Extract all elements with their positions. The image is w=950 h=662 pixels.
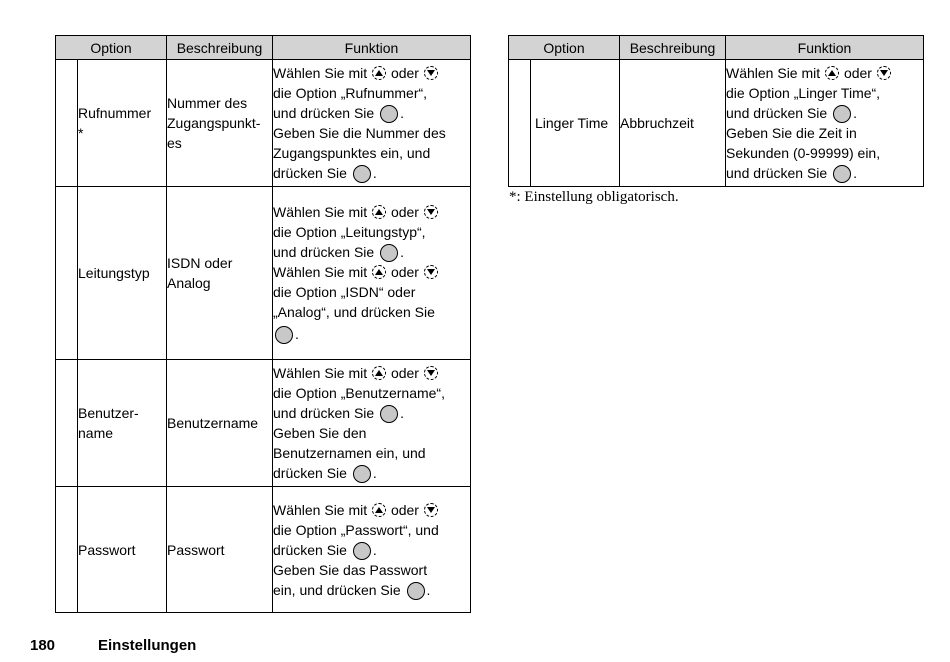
ok-button-icon [380,244,398,262]
option-text: Passwort [78,541,136,558]
func-text: Wählen Sie mit [273,365,368,381]
func-text: und drücken Sie [273,244,375,260]
down-arrow-button-icon [424,205,438,219]
description-text: Abbruchzeit [620,115,694,131]
description-cell [167,187,273,360]
func-text: und drücken Sie [273,105,375,121]
table-header-row [509,36,924,60]
func-text: oder [390,264,419,280]
func-text: . [295,326,299,342]
row-indent [509,60,531,187]
func-text: . [400,405,404,421]
func-text: ein, und drücken Sie [273,581,401,598]
ok-button-icon [353,465,371,483]
ok-button-icon [833,105,851,123]
func-text: oder [390,204,419,220]
func-text: Wählen Sie mit [726,65,821,81]
description-text: Nummer des Zugangspunkt-es [167,95,261,151]
function-cell [273,187,471,360]
func-text: die Option „Passwort“, und [273,521,439,538]
func-text: Geben Sie den [273,425,367,441]
down-arrow-button-icon [424,66,438,80]
ok-button-icon [353,165,371,183]
option-text: Benutzer-name [78,405,139,441]
option-cell [531,60,620,187]
func-text: . [400,105,404,121]
description-text: Benutzername [167,415,259,431]
func-text: Sekunden (0-99999) ein, [726,145,881,161]
func-text: die Option „ISDN“ oder [273,284,416,300]
header-description: Beschreibung [167,36,273,60]
func-text: Geben Sie die Zeit in [726,125,857,141]
ok-button-icon [380,105,398,123]
row-indent [56,487,78,613]
func-text: oder [390,65,419,81]
footnote: *: Einstellung obligatorisch. [509,189,679,205]
row-indent [56,187,78,360]
function-cell [273,60,471,187]
description-cell [167,60,273,187]
down-arrow-button-icon [424,503,438,517]
option-text: Linger Time [535,115,609,131]
func-text: drücken Sie [273,541,347,558]
table-row [56,187,471,360]
func-text: Geben Sie die Nummer des [273,125,446,141]
func-text: . [853,165,857,181]
func-text: . [372,165,377,181]
func-text: . [372,465,377,481]
page-number: 180 [30,637,56,654]
settings-table-right [508,35,924,187]
table-row [56,360,471,487]
option-cell [78,360,167,487]
ok-button-icon [353,542,371,560]
func-text: drücken Sie [273,165,347,181]
row-indent [56,360,78,487]
func-text: „Analog“, und drücken Sie [273,304,435,320]
func-text: . [400,244,404,260]
description-cell [167,487,273,613]
ok-button-icon [833,165,851,183]
option-text: Rufnummer * [78,105,152,141]
func-text: drücken Sie [273,465,347,481]
func-text: Wählen Sie mit [273,65,368,81]
func-text: und drücken Sie [273,405,375,421]
func-text: oder [843,65,872,81]
up-arrow-button-icon [372,503,386,517]
header-function: Funktion [273,36,471,60]
up-arrow-button-icon [372,366,386,380]
func-text: die Option „Linger Time“, [726,85,881,101]
header-option: Option [56,36,167,60]
header-option: Option [509,36,620,60]
row-indent [56,60,78,187]
func-text: Zugangspunktes ein, und [273,145,431,161]
ok-button-icon [275,326,293,344]
func-text: Wählen Sie mit [273,501,368,518]
func-text: Benutzernamen ein, und [273,445,426,461]
up-arrow-button-icon [372,265,386,279]
table-header-row [56,36,471,60]
function-cell [273,487,471,613]
description-cell [620,60,726,187]
up-arrow-button-icon [372,66,386,80]
func-text: Wählen Sie mit [273,264,368,280]
header-function: Funktion [726,36,924,60]
func-text: und drücken Sie [726,165,828,181]
up-arrow-button-icon [825,66,839,80]
func-text: die Option „Leitungstyp“, [273,224,426,240]
table-row [56,487,471,613]
func-text: Wählen Sie mit [273,204,368,220]
option-cell [78,487,167,613]
table-row [509,60,924,187]
section-title: Einstellungen [98,637,197,654]
func-text: . [853,105,857,121]
func-text: . [372,541,377,558]
func-text: die Option „Rufnummer“, [273,85,428,101]
func-text: und drücken Sie [726,105,828,121]
down-arrow-button-icon [877,66,891,80]
ok-button-icon [380,405,398,423]
option-cell [78,60,167,187]
func-text: oder [390,501,419,518]
table-row [56,60,471,187]
function-cell [273,360,471,487]
func-text: die Option „Benutzername“, [273,385,445,401]
description-text: ISDN oder Analog [167,255,233,291]
up-arrow-button-icon [372,205,386,219]
down-arrow-button-icon [424,366,438,380]
settings-table-left [55,35,471,613]
option-text: Leitungstyp [78,265,150,281]
func-text: oder [390,365,419,381]
func-text: . [426,581,431,598]
down-arrow-button-icon [424,265,438,279]
func-text: Geben Sie das Passwort [273,561,428,578]
description-cell [167,360,273,487]
ok-button-icon [407,582,425,600]
description-text: Passwort [167,541,225,558]
option-cell [78,187,167,360]
header-description: Beschreibung [620,36,726,60]
function-cell [726,60,924,187]
